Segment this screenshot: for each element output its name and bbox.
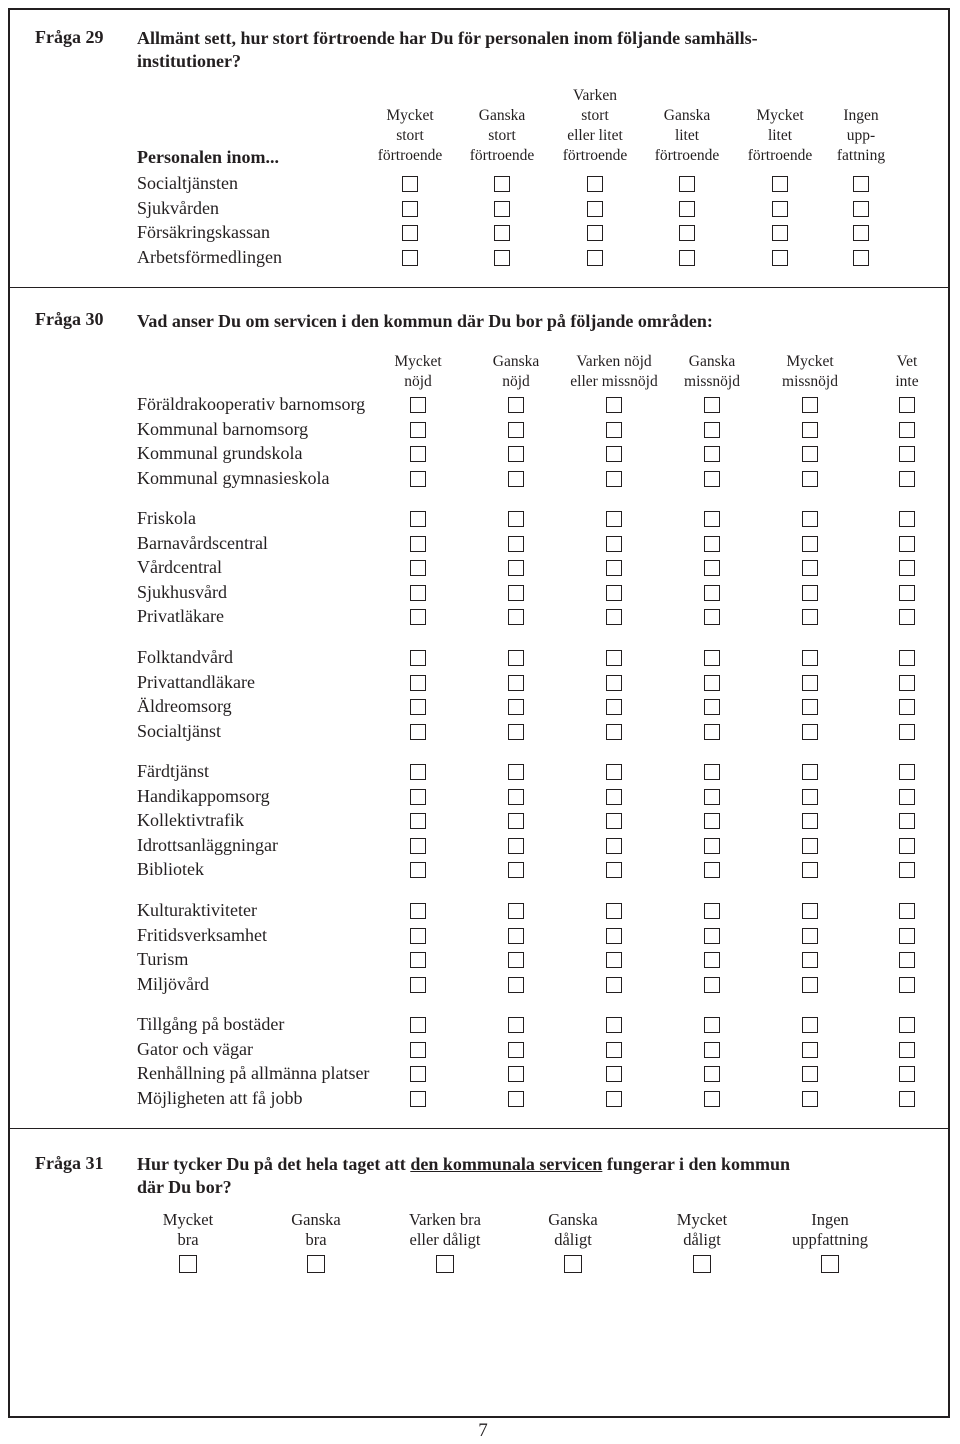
checkbox[interactable] <box>821 1255 839 1273</box>
checkbox[interactable] <box>606 511 622 527</box>
checkbox[interactable] <box>679 225 695 241</box>
q31-option-label-line: uppfattning <box>791 1230 869 1249</box>
checkbox[interactable] <box>508 724 524 740</box>
checkbox[interactable] <box>410 952 426 968</box>
checkbox[interactable] <box>704 764 720 780</box>
checkbox[interactable] <box>410 838 426 854</box>
checkbox[interactable] <box>899 585 915 601</box>
q30-row-label: Gator och vägar <box>137 1038 253 1059</box>
checkbox[interactable] <box>899 397 915 413</box>
checkbox[interactable] <box>899 1017 915 1033</box>
page-number: 7 <box>478 1420 488 1441</box>
q29-column-header-line: stort <box>581 107 609 124</box>
q29-column-header-line: stort <box>488 127 516 144</box>
checkbox[interactable] <box>508 1042 524 1058</box>
q29-text-line2: institutioner? <box>137 51 242 71</box>
checkbox[interactable] <box>899 446 915 462</box>
q29-row-label: Sjukvården <box>137 198 219 218</box>
checkbox[interactable] <box>899 609 915 625</box>
q30-row-label: Kollektivtrafik <box>137 810 244 831</box>
checkbox[interactable] <box>802 952 818 968</box>
checkbox[interactable] <box>606 862 622 878</box>
checkbox[interactable] <box>494 225 510 241</box>
q29-column-header-line: stort <box>396 127 424 144</box>
checkbox[interactable] <box>802 862 818 878</box>
checkbox[interactable] <box>606 724 622 740</box>
checkbox[interactable] <box>899 1042 915 1058</box>
checkbox[interactable] <box>704 422 720 438</box>
q29-column-header-line: Mycket <box>386 107 434 124</box>
checkbox[interactable] <box>508 838 524 854</box>
checkbox[interactable] <box>508 560 524 576</box>
checkbox[interactable] <box>606 764 622 780</box>
checkbox[interactable] <box>802 560 818 576</box>
checkbox[interactable] <box>802 675 818 691</box>
q30-row-label: Föräldrakooperativ barnomsorg <box>137 394 366 414</box>
checkbox[interactable] <box>410 1066 426 1082</box>
q30-row-label: Möjligheten att få jobb <box>137 1087 303 1108</box>
checkbox[interactable] <box>508 903 524 919</box>
checkbox[interactable] <box>802 838 818 854</box>
checkbox[interactable] <box>508 813 524 829</box>
checkbox[interactable] <box>307 1255 325 1273</box>
q30-column-header-line: Ganska <box>688 353 736 370</box>
checkbox[interactable] <box>410 699 426 715</box>
q30-column-header-line: Ganska <box>492 353 540 370</box>
checkbox[interactable] <box>704 789 720 805</box>
q30-row-label: Sjukhusvård <box>137 581 227 602</box>
checkbox[interactable] <box>402 201 418 217</box>
q30-label: Fråga 30 <box>35 309 104 329</box>
q29-column-header-line: Varken <box>573 87 617 104</box>
q31-option-label-line: bra <box>305 1230 327 1249</box>
checkbox[interactable] <box>494 250 510 266</box>
q29-column-header-line: förtroende <box>654 147 720 164</box>
checkbox[interactable] <box>802 699 818 715</box>
q29-text-line1: Allmänt sett, hur stort förtroende har Du för personalen inom följande samhälls- <box>137 28 758 48</box>
q30-row-label: Kulturaktiviteter <box>137 900 257 920</box>
checkbox[interactable] <box>508 446 524 462</box>
checkbox[interactable] <box>606 397 622 413</box>
checkbox[interactable] <box>410 724 426 740</box>
checkbox[interactable] <box>606 471 622 487</box>
q31-text-line2: där Du bor? <box>137 1177 232 1197</box>
checkbox[interactable] <box>410 1091 426 1107</box>
checkbox[interactable] <box>410 650 426 666</box>
q31-text-post: fungerar i den kommun <box>602 1154 791 1174</box>
checkbox[interactable] <box>606 585 622 601</box>
checkbox[interactable] <box>704 862 720 878</box>
q31-text-underlined: den kommunala servicen <box>410 1154 603 1174</box>
checkbox[interactable] <box>693 1255 711 1273</box>
checkbox[interactable] <box>410 422 426 438</box>
checkbox[interactable] <box>802 928 818 944</box>
q30-row-label: Fritidsverksamhet <box>137 924 267 945</box>
q31-text-pre: Hur tycker Du på det hela taget att <box>137 1154 411 1174</box>
checkbox[interactable] <box>704 446 720 462</box>
checkbox[interactable] <box>899 471 915 487</box>
q29-row-label: Försäkringskassan <box>137 222 270 242</box>
q29-row-header: Personalen inom... <box>137 147 279 167</box>
q29-column-header-line: Mycket <box>756 107 804 124</box>
checkbox[interactable] <box>436 1255 454 1273</box>
checkbox[interactable] <box>410 813 426 829</box>
checkbox[interactable] <box>899 511 915 527</box>
checkbox[interactable] <box>508 977 524 993</box>
q30-column-header-line: Mycket <box>394 353 442 370</box>
checkbox[interactable] <box>679 250 695 266</box>
q29-column-header-line: fattning <box>836 147 886 164</box>
checkbox[interactable] <box>606 446 622 462</box>
checkbox[interactable] <box>508 609 524 625</box>
q30-column-header-line: nöjd <box>502 373 530 390</box>
checkbox[interactable] <box>704 675 720 691</box>
q30-row-label: Idrottsanläggningar <box>137 834 278 855</box>
checkbox[interactable] <box>410 862 426 878</box>
checkbox[interactable] <box>772 225 788 241</box>
checkbox[interactable] <box>508 862 524 878</box>
checkbox[interactable] <box>410 789 426 805</box>
checkbox[interactable] <box>704 838 720 854</box>
q30-row-label: Turism <box>137 949 189 970</box>
checkbox[interactable] <box>508 1017 524 1033</box>
checkbox[interactable] <box>606 675 622 691</box>
checkbox[interactable] <box>402 250 418 266</box>
q30-row-label: Barnavårdscentral <box>137 532 268 553</box>
q29-column-header-line: Ingen <box>843 107 879 124</box>
checkbox[interactable] <box>802 609 818 625</box>
q30-row-label: Friskola <box>137 508 197 528</box>
checkbox[interactable] <box>899 838 915 854</box>
checkbox[interactable] <box>508 471 524 487</box>
q31-option-label-line: eller dåligt <box>409 1230 481 1249</box>
checkbox[interactable] <box>410 397 426 413</box>
checkbox[interactable] <box>704 928 720 944</box>
checkbox[interactable] <box>508 789 524 805</box>
q29-row-label: Socialtjänsten <box>137 173 238 193</box>
checkbox[interactable] <box>564 1255 582 1273</box>
checkbox[interactable] <box>410 585 426 601</box>
q29-column-header-line: Ganska <box>478 107 526 124</box>
checkbox[interactable] <box>853 225 869 241</box>
checkbox[interactable] <box>606 838 622 854</box>
checkbox[interactable] <box>704 813 720 829</box>
checkbox[interactable] <box>508 397 524 413</box>
checkbox[interactable] <box>704 609 720 625</box>
checkbox[interactable] <box>704 397 720 413</box>
checkbox[interactable] <box>410 446 426 462</box>
checkbox[interactable] <box>802 1091 818 1107</box>
checkbox[interactable] <box>853 176 869 192</box>
checkbox[interactable] <box>802 1042 818 1058</box>
checkbox[interactable] <box>772 201 788 217</box>
checkbox[interactable] <box>587 176 603 192</box>
q30-text: Vad anser Du om servicen i den kommun där Du bor på följande områden: <box>137 311 713 331</box>
q30-row-label: Bibliotek <box>137 859 204 880</box>
q30-row-label: Privattandläkare <box>137 671 255 692</box>
q30-column-header-line: missnöjd <box>684 373 740 390</box>
checkbox[interactable] <box>508 585 524 601</box>
checkbox[interactable] <box>899 789 915 805</box>
checkbox[interactable] <box>679 176 695 192</box>
checkbox[interactable] <box>587 201 603 217</box>
checkbox[interactable] <box>802 903 818 919</box>
checkbox[interactable] <box>508 699 524 715</box>
q31-option-label-line: Ganska <box>291 1210 341 1229</box>
checkbox[interactable] <box>899 1066 915 1082</box>
checkbox[interactable] <box>704 977 720 993</box>
q29-column-header-line: förtroende <box>377 147 443 164</box>
checkbox[interactable] <box>899 536 915 552</box>
checkbox[interactable] <box>704 903 720 919</box>
q29-column-header-line: litet <box>674 127 700 144</box>
checkbox[interactable] <box>606 1042 622 1058</box>
checkbox[interactable] <box>606 789 622 805</box>
q30-row-label: Färdtjänst <box>137 761 209 781</box>
q29-column-header-line: Ganska <box>663 107 711 124</box>
q31-option-label-line: Mycket <box>676 1210 728 1229</box>
checkbox[interactable] <box>606 903 622 919</box>
checkbox[interactable] <box>606 977 622 993</box>
q31-option-label-line: dåligt <box>683 1230 721 1249</box>
checkbox[interactable] <box>679 201 695 217</box>
checkbox[interactable] <box>899 977 915 993</box>
q29-column-header-line: upp- <box>846 127 876 144</box>
checkbox[interactable] <box>606 813 622 829</box>
q30-column-header-line: missnöjd <box>782 373 838 390</box>
q30-row-label: Kommunal barnomsorg <box>137 418 309 439</box>
checkbox[interactable] <box>704 724 720 740</box>
q29-label: Fråga 29 <box>35 27 104 47</box>
checkbox[interactable] <box>899 952 915 968</box>
checkbox[interactable] <box>802 536 818 552</box>
checkbox[interactable] <box>402 225 418 241</box>
checkbox[interactable] <box>899 862 915 878</box>
q29-column-header-line: förtroende <box>747 147 813 164</box>
checkbox[interactable] <box>899 928 915 944</box>
checkbox[interactable] <box>606 650 622 666</box>
q29-column-header-line: eller litet <box>567 127 623 144</box>
checkbox[interactable] <box>410 609 426 625</box>
checkbox[interactable] <box>802 764 818 780</box>
checkbox[interactable] <box>508 928 524 944</box>
checkbox[interactable] <box>606 609 622 625</box>
checkbox[interactable] <box>802 585 818 601</box>
checkbox[interactable] <box>606 1091 622 1107</box>
checkbox[interactable] <box>704 536 720 552</box>
checkbox[interactable] <box>802 422 818 438</box>
q30-column-header-line: Mycket <box>786 353 834 370</box>
checkbox[interactable] <box>410 764 426 780</box>
checkbox[interactable] <box>899 560 915 576</box>
checkbox[interactable] <box>899 724 915 740</box>
q30-row-label: Tillgång på bostäder <box>137 1014 285 1034</box>
checkbox[interactable] <box>802 789 818 805</box>
q31-option-label-line: Varken bra <box>409 1210 481 1229</box>
checkbox[interactable] <box>606 928 622 944</box>
checkbox[interactable] <box>899 903 915 919</box>
checkbox[interactable] <box>508 1066 524 1082</box>
checkbox[interactable] <box>772 250 788 266</box>
checkbox[interactable] <box>587 225 603 241</box>
checkbox[interactable] <box>508 511 524 527</box>
checkbox[interactable] <box>853 201 869 217</box>
checkbox[interactable] <box>899 764 915 780</box>
checkbox[interactable] <box>772 176 788 192</box>
checkbox[interactable] <box>410 560 426 576</box>
checkbox[interactable] <box>704 1066 720 1082</box>
checkbox[interactable] <box>606 536 622 552</box>
checkbox[interactable] <box>494 201 510 217</box>
checkbox[interactable] <box>704 1017 720 1033</box>
checkbox[interactable] <box>402 176 418 192</box>
q30-column-header-line: nöjd <box>404 373 432 390</box>
checkbox[interactable] <box>802 446 818 462</box>
checkbox[interactable] <box>410 928 426 944</box>
q31-option-label-line: Ganska <box>548 1210 598 1229</box>
q30-row-label: Renhållning på allmänna platser <box>137 1063 370 1084</box>
q31-option-label-line: dåligt <box>554 1230 592 1249</box>
checkbox[interactable] <box>704 952 720 968</box>
q30-row-label: Privatläkare <box>137 606 224 627</box>
checkbox[interactable] <box>587 250 603 266</box>
checkbox[interactable] <box>508 422 524 438</box>
checkbox[interactable] <box>802 511 818 527</box>
checkbox[interactable] <box>410 1017 426 1033</box>
checkbox[interactable] <box>508 764 524 780</box>
checkbox[interactable] <box>606 1017 622 1033</box>
q30-column-header-line: eller missnöjd <box>570 373 658 390</box>
q30-column-header-line: inte <box>895 373 919 390</box>
checkbox[interactable] <box>410 1042 426 1058</box>
divider <box>10 1128 948 1129</box>
checkbox[interactable] <box>410 675 426 691</box>
q30-row-label: Socialtjänst <box>137 720 221 741</box>
checkbox[interactable] <box>179 1255 197 1273</box>
checkbox[interactable] <box>899 422 915 438</box>
q30-row-label: Handikappomsorg <box>137 785 270 806</box>
checkbox[interactable] <box>508 536 524 552</box>
q30-row-label: Kommunal grundskola <box>137 443 303 464</box>
checkbox[interactable] <box>606 699 622 715</box>
q30-column-header-line: Varken nöjd <box>576 353 652 370</box>
checkbox[interactable] <box>508 675 524 691</box>
q30-row-label: Miljövård <box>137 973 209 994</box>
q29-row-label: Arbetsförmedlingen <box>137 247 282 267</box>
checkbox[interactable] <box>704 650 720 666</box>
q29-column-header-line: förtroende <box>469 147 535 164</box>
checkbox[interactable] <box>802 1066 818 1082</box>
checkbox[interactable] <box>606 1066 622 1082</box>
checkbox[interactable] <box>704 560 720 576</box>
q31-label: Fråga 31 <box>35 1153 104 1173</box>
q29-column-header-line: förtroende <box>562 147 628 164</box>
divider <box>10 287 948 288</box>
checkbox[interactable] <box>410 903 426 919</box>
checkbox[interactable] <box>494 176 510 192</box>
checkbox[interactable] <box>606 560 622 576</box>
checkbox[interactable] <box>410 471 426 487</box>
checkbox[interactable] <box>899 699 915 715</box>
checkbox[interactable] <box>410 536 426 552</box>
checkbox[interactable] <box>802 813 818 829</box>
q30-row-label: Folktandvård <box>137 647 233 667</box>
checkbox[interactable] <box>606 952 622 968</box>
q30-column-header-line: Vet <box>896 353 918 370</box>
q31-text-line1 <box>137 1152 790 1176</box>
checkbox[interactable] <box>899 650 915 666</box>
checkbox[interactable] <box>704 1091 720 1107</box>
checkbox[interactable] <box>704 585 720 601</box>
q30-row-label: Äldreomsorg <box>137 696 232 717</box>
checkbox[interactable] <box>704 471 720 487</box>
q31-option-label-line: bra <box>177 1230 199 1249</box>
checkbox[interactable] <box>704 511 720 527</box>
checkbox[interactable] <box>899 813 915 829</box>
checkbox[interactable] <box>899 1091 915 1107</box>
checkbox[interactable] <box>508 650 524 666</box>
checkbox[interactable] <box>899 675 915 691</box>
checkbox[interactable] <box>802 977 818 993</box>
checkbox[interactable] <box>508 1091 524 1107</box>
q31-option-label-line: Mycket <box>162 1210 214 1229</box>
q30-row-label: Vårdcentral <box>137 557 222 578</box>
checkbox[interactable] <box>802 471 818 487</box>
checkbox[interactable] <box>410 977 426 993</box>
checkbox[interactable] <box>802 724 818 740</box>
checkbox[interactable] <box>853 250 869 266</box>
checkbox[interactable] <box>704 1042 720 1058</box>
q30-row-label: Kommunal gymnasieskola <box>137 467 330 488</box>
checkbox[interactable] <box>704 699 720 715</box>
q31-option-label-line: Ingen <box>811 1210 849 1229</box>
checkbox[interactable] <box>606 422 622 438</box>
checkbox[interactable] <box>802 397 818 413</box>
checkbox[interactable] <box>508 952 524 968</box>
checkbox[interactable] <box>802 1017 818 1033</box>
checkbox[interactable] <box>802 650 818 666</box>
checkbox[interactable] <box>410 511 426 527</box>
q29-column-header-line: litet <box>767 127 793 144</box>
